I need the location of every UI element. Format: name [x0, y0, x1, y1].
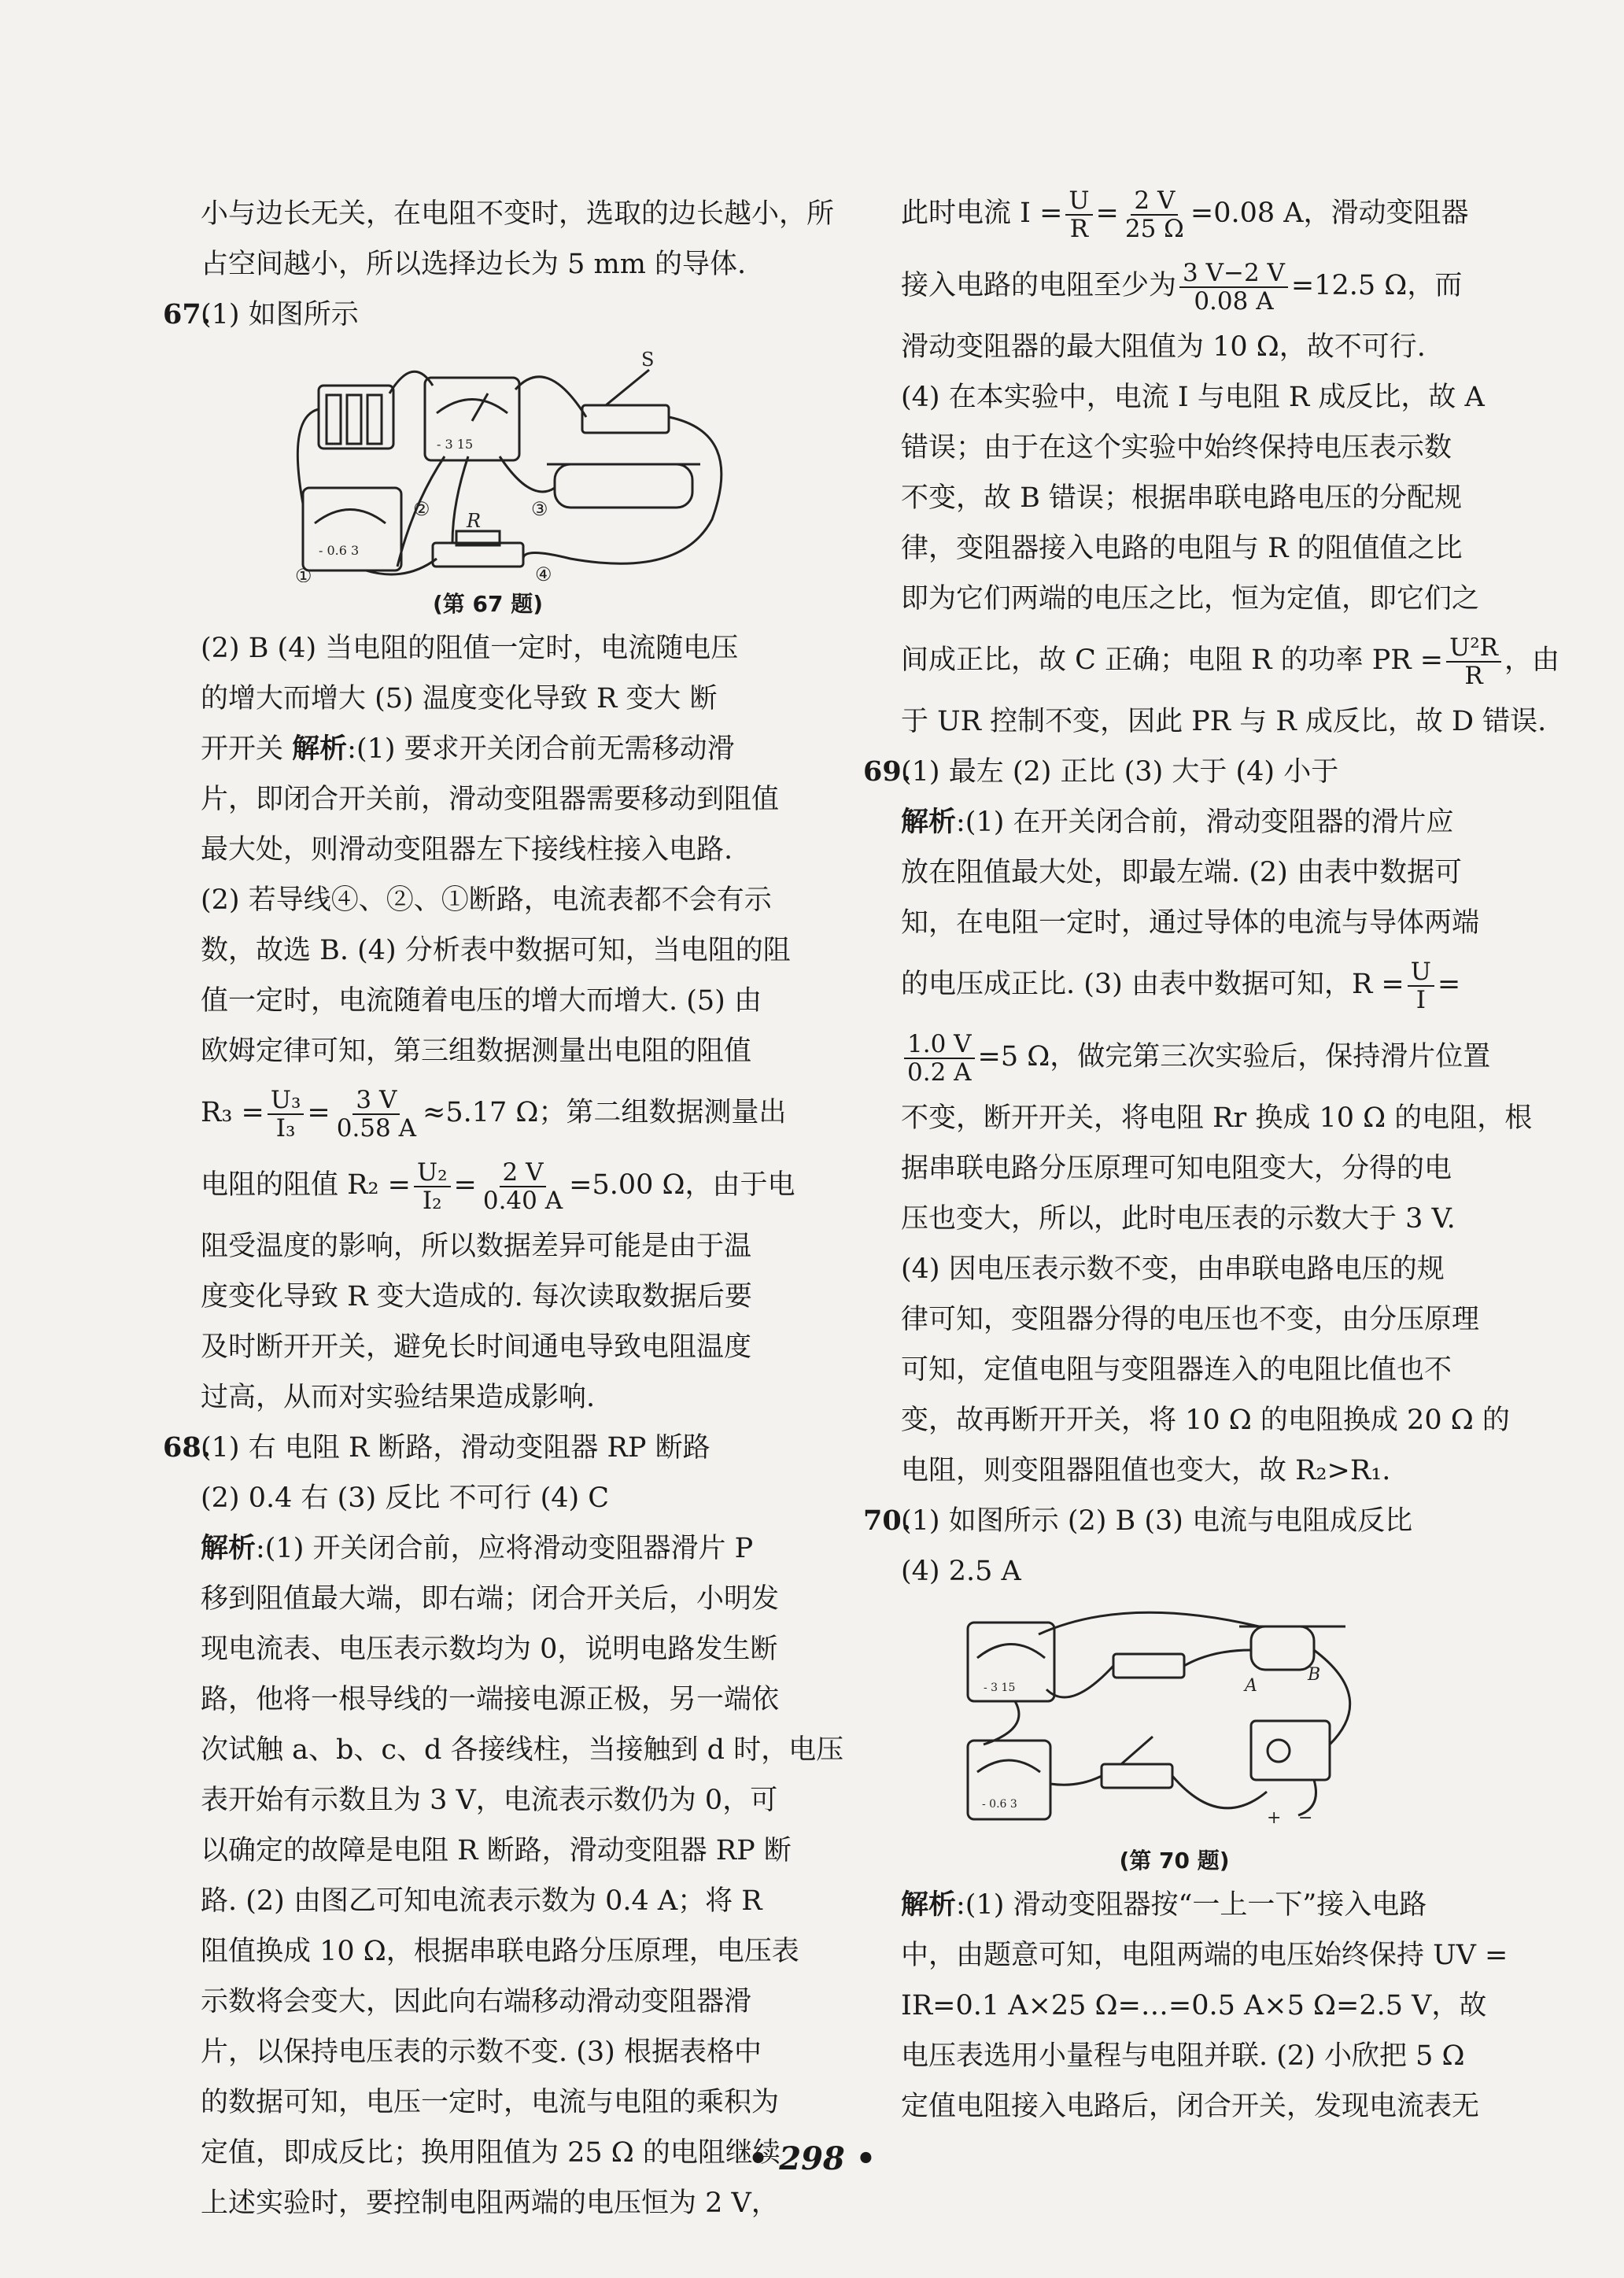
- text-line: (2) 若导线④、②、①断路，电流表都不会有示: [201, 884, 772, 916]
- text-line: 的数据可知，电压一定时，电流与电阻的乘积为: [201, 2087, 780, 2118]
- svg-text:+: +: [1267, 1808, 1282, 1828]
- text-line: 可知，定值电阻与变阻器连入的电阻比值也不: [901, 1354, 1452, 1386]
- text-line: 即为它们两端的电压之比，恒为定值，即它们之: [901, 583, 1480, 615]
- text-line: 最大处，则滑动变阻器左下接线柱接入电路.: [201, 834, 733, 866]
- switch-icon: [1102, 1764, 1172, 1788]
- question-number: 67.: [163, 298, 211, 330]
- text-line: (2) 0.4 右 (3) 反比 不可行 (4) C: [201, 1482, 610, 1514]
- question-68: 68.(1) 右 电阻 R 断路，滑动变阻器 RP 断路: [177, 1423, 799, 1473]
- formula-line: 电阻的阻值 R₂ = $\frac{\text{U₂}}{\text{I₂}}$ = $\frac{2 V}{0.40 A}$ =5.00 Ω，由于电: [201, 1157, 795, 1215]
- text-line: 表开始有示数且为 3 V，电流表示数仍为 0，可: [201, 1785, 778, 1816]
- question-67: [163, 290, 799, 340]
- text-line: 片，以保持电压表的示数不变. (3) 根据表格中: [201, 2036, 762, 2068]
- text-line: (4) 2.5 A: [901, 1556, 1021, 1587]
- page-number: • 298 •: [747, 2140, 877, 2177]
- text-line: 占空间越小，所以选择边长为 5 mm 的导体.: [201, 249, 747, 280]
- label-1: ①: [295, 565, 312, 582]
- label-3: ③: [531, 498, 548, 520]
- analysis-label: 解析: [201, 1532, 257, 1564]
- formula-line: 的电压成正比. (3) 由表中数据可知，R = $\frac{U}{I}$ =: [901, 957, 1461, 1014]
- svg-text:- 3 15: - 3 15: [437, 437, 474, 452]
- figure-70: [877, 1603, 1471, 1875]
- text-line: 次试触 a、b、c、d 各接线柱，当接触到 d 时，电压: [201, 1734, 844, 1766]
- text-line: 阻受温度的影响，所以数据差异可能是由于温: [201, 1231, 752, 1262]
- text-line: (4) 在本实验中，电流 I 与电阻 R 成反比，故 A: [901, 382, 1485, 413]
- text-line: 以确定的故障是电阻 R 断路，滑动变阻器 RP 断: [201, 1835, 792, 1866]
- label-s: S: [641, 349, 655, 371]
- text-line: (4) 因电压表示数不变，由串联电路电压的规: [901, 1253, 1445, 1285]
- text-line: 于 UR 控制不变，因此 PR 与 R 成反比，故 D 错误.: [901, 706, 1547, 737]
- text-line: 放在阻值最大处，即最左端. (2) 由表中数据可: [901, 857, 1462, 888]
- text-line: 度变化导致 R 变大造成的. 每次读取数据后要: [201, 1281, 752, 1313]
- ammeter-icon: [303, 488, 401, 570]
- text-line: 变，故再断开开关，将 10 Ω 的电阻换成 20 Ω 的: [901, 1405, 1510, 1436]
- right-column: [863, 177, 1560, 2132]
- text-line: 的增大而增大 (5) 温度变化导致 R 变大 断: [201, 683, 718, 714]
- text-line: IR=0.1 A×25 Ω=…=0.5 A×5 Ω=2.5 V，故: [901, 1990, 1487, 2021]
- text-line: 压也变大，所以，此时电压表的示数大于 3 V.: [901, 1203, 1456, 1235]
- rheostat-icon: [555, 464, 692, 508]
- text-line: 片，即闭合开关前，滑动变阻器需要移动到阻值: [201, 784, 780, 815]
- question-70: 70.(1) 如图所示 (2) B (3) 电流与电阻成反比: [877, 1496, 1471, 1546]
- text-line: 律，变阻器接入电路的电阻与 R 的阻值值之比: [901, 533, 1463, 564]
- formula-line: 此时电流 I = $\frac{U}{R}$ = $\frac{2 V}{25 \Omega}$ =0.08 A，滑动变阻器: [901, 186, 1469, 243]
- formula-line: 接入电路的电阻至少为 $\frac{3 V-2 V}{0.08 A}$ =12.5 Ω，而: [901, 258, 1463, 316]
- text-line: 律可知，变阻器分得的电压也不变，由分压原理: [901, 1304, 1480, 1335]
- text-line: 小与边长无关，在电阻不变时，选取的边长越小，所: [201, 198, 835, 230]
- svg-text:−: −: [1298, 1808, 1313, 1828]
- text-line: 定值，即成反比；换用阻值为 25 Ω 的电阻继续: [201, 2137, 781, 2169]
- text-line: 据串联电路分压原理可知电阻变大，分得的电: [901, 1153, 1452, 1184]
- label-b: B: [1308, 1665, 1321, 1685]
- text-line: 定值电阻接入电路后，闭合开关，发现电流表无: [901, 2091, 1480, 2122]
- rheostat-icon: [1251, 1626, 1314, 1670]
- circuit-diagram-70: [952, 1603, 1424, 1839]
- text-line: 及时断开开关，避免长时间通电导致电阻温度: [201, 1331, 752, 1363]
- text-line: 中，由题意可知，电阻两端的电压始终保持 UV =: [901, 1940, 1508, 1971]
- label-a: A: [1245, 1676, 1257, 1696]
- analysis-label: 解析: [901, 1888, 957, 1921]
- label-2: ②: [413, 498, 430, 520]
- text-line: 电阻，则变阻器阻值也变大，故 R₂>R₁.: [901, 1455, 1391, 1486]
- text-line: 上述实验时，要控制电阻两端的电压恒为 2 V，: [201, 2188, 779, 2219]
- question-number: 68.: [163, 1431, 211, 1464]
- text-line: 数，故选 B. (4) 分析表中数据可知，当电阻的阻: [201, 935, 791, 966]
- text-line: 示数将会变大，因此向右端移动滑动变阻器滑: [201, 1986, 752, 2018]
- text-line: 不变，断开开关，将电阻 Rr 换成 10 Ω 的电阻，根: [901, 1102, 1533, 1134]
- text-line: 错误；由于在这个实验中始终保持电压表示数: [901, 432, 1452, 463]
- text-line: 开开关 解析:(1) 要求开关闭合前无需移动滑: [201, 733, 735, 765]
- text-line: 阻值换成 10 Ω，根据串联电路分压原理，电压表: [201, 1936, 799, 1967]
- text-line: 知，在电阻一定时，通过导体的电流与导体两端: [901, 907, 1480, 939]
- label-4: ④: [535, 563, 552, 582]
- formula-line: $\frac{1.0 V}{0.2 A}$ =5 Ω，做完第三次实验后，保持滑片位置: [877, 1021, 1471, 1093]
- question-number: 70.: [863, 1505, 911, 1537]
- answer-text: (1) 如图所示: [201, 299, 359, 330]
- text-line: 解析:(1) 开关闭合前，应将滑动变阻器滑片 P: [201, 1532, 754, 1564]
- text-line: 值一定时，电流随着电压的增大而增大. (5) 由: [201, 985, 762, 1017]
- resistor-icon: [1113, 1654, 1184, 1678]
- figure-caption: (第 70 题): [1119, 1848, 1230, 1874]
- text-line: (2) B (4) 当电阻的阻值一定时，电流随电压: [201, 633, 739, 664]
- analysis-label: 解析: [292, 733, 348, 765]
- text-line: 滑动变阻器的最大阻值为 10 Ω，故不可行.: [901, 331, 1426, 363]
- svg-text:- 0.6 3: - 0.6 3: [982, 1798, 1017, 1811]
- text-line: 解析:(1) 滑动变阻器按“一上一下”接入电路: [901, 1888, 1427, 1921]
- analysis-label: 解析: [901, 806, 957, 838]
- text-line: 欧姆定律可知，第三组数据测量出电阻的阻值: [201, 1036, 752, 1067]
- text-line: 路，他将一根导线的一端接电源正极，另一端依: [201, 1684, 780, 1715]
- figure-caption: (第 67 题): [432, 591, 544, 617]
- svg-text:- 3 15: - 3 15: [984, 1682, 1016, 1694]
- text-line: 解析:(1) 在开关闭合前，滑动变阻器的滑片应: [901, 806, 1454, 838]
- question-number: 69.: [863, 755, 911, 788]
- text-line: 电压表选用小量程与电阻并联. (2) 小欣把 5 Ω: [901, 2040, 1465, 2072]
- text-line: 不变，故 B 错误；根据串联电路电压的分配规: [901, 482, 1462, 514]
- text-line: 路. (2) 由图乙可知电流表示数为 0.4 A；将 R: [201, 1885, 762, 1917]
- text-line: 移到阻值最大端，即右端；闭合开关后，小明发: [201, 1583, 780, 1615]
- figure-67: [177, 346, 799, 618]
- question-69: 69.(1) 最左 (2) 正比 (3) 大于 (4) 小于: [877, 747, 1471, 797]
- switch-icon: [582, 405, 669, 433]
- formula-line: 间成正比，故 C 正确；电阻 R 的功率 PR = $\frac{\text{U²R}}{R}$ ，由: [901, 633, 1560, 690]
- circuit-diagram-67: [271, 346, 775, 582]
- label-r: R: [467, 510, 482, 532]
- formula-line: R₃ = $\frac{\text{U₃}}{\text{I₃}}$ = $\frac{3 V}{0.58 A}$ ≈5.17 Ω；第二组数据测量出: [201, 1085, 787, 1143]
- svg-text:- 0.6 3: - 0.6 3: [319, 543, 360, 558]
- text-line: 过高，从而对实验结果造成影响.: [201, 1382, 596, 1413]
- text-line: 现电流表、电压表示数均为 0，说明电路发生断: [201, 1634, 778, 1665]
